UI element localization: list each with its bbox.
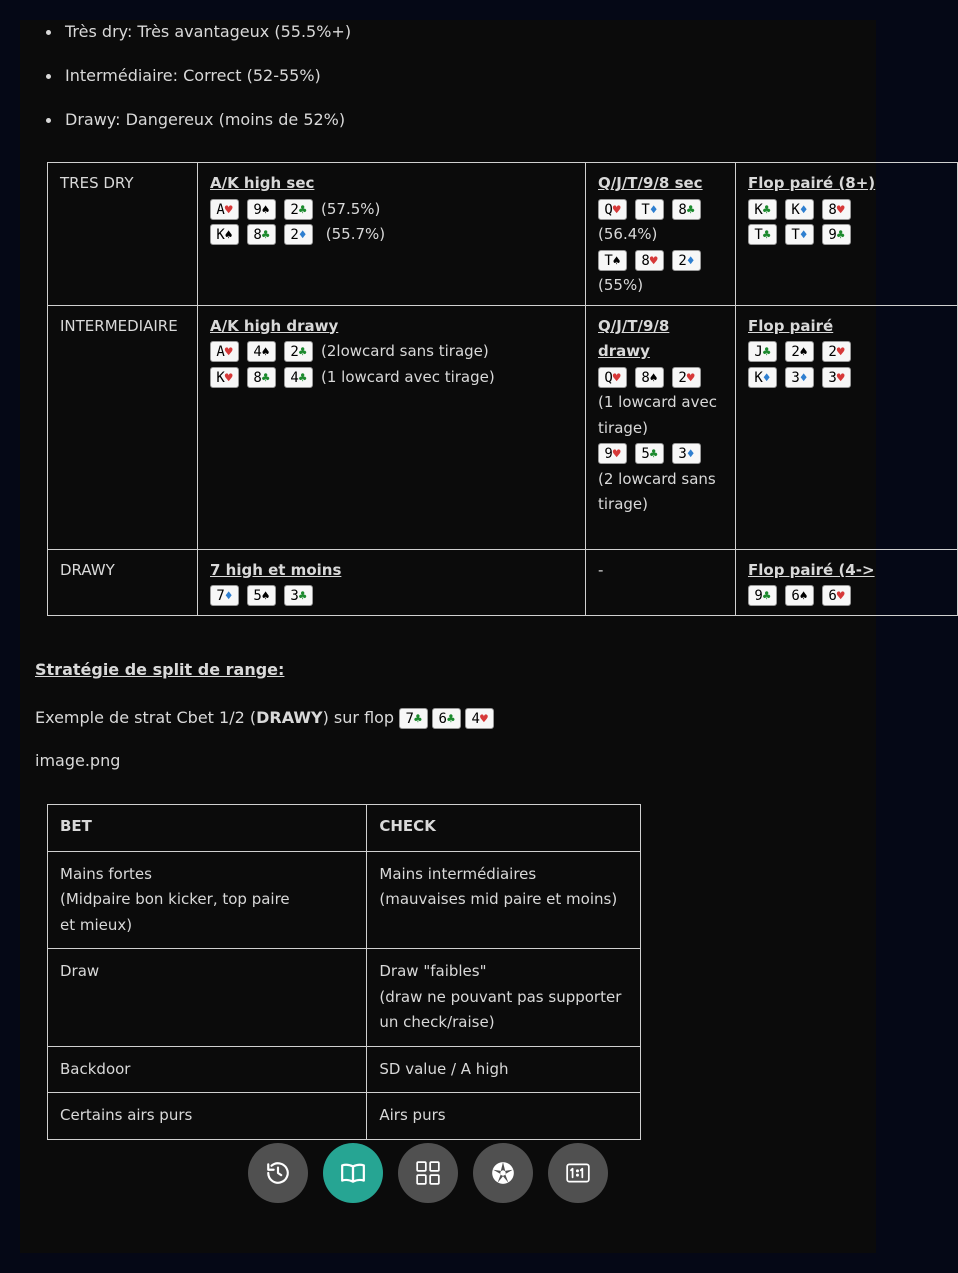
board-note: (1 lowcard avec tirage): [598, 393, 717, 437]
card-suit-icon: ♦: [224, 589, 233, 604]
card-rank: T: [791, 227, 800, 243]
card-group: [748, 200, 859, 218]
cell-line: (draw ne pouvant pas supporter: [379, 987, 622, 1006]
board-example: [210, 222, 573, 248]
playing-card: [748, 585, 777, 606]
playing-card: [635, 443, 664, 464]
card-suit-icon: ♥: [224, 370, 233, 386]
example-emphasis: DRAWY: [256, 708, 323, 727]
playing-card: [284, 367, 313, 388]
card-suit-icon: ♣: [446, 712, 455, 727]
card-suit-icon: ♣: [298, 370, 307, 386]
card-rank: 2: [828, 344, 837, 360]
card-suit-icon: ♥: [224, 345, 233, 360]
board-note: (55%): [598, 276, 644, 294]
grid-view-button[interactable]: [398, 1143, 458, 1203]
example-suffix: ) sur flop: [322, 708, 400, 727]
column-header-check: CHECK: [367, 805, 641, 852]
document-panel: [20, 20, 876, 1253]
bet-cell: [48, 1046, 367, 1093]
playing-card: [635, 250, 664, 271]
card-suit-icon: ♣: [762, 202, 771, 218]
card-suit-icon: ♥: [479, 712, 488, 727]
card-rank: K: [791, 201, 800, 218]
card-suit-icon: ♥: [612, 202, 621, 218]
card-rank: 8: [253, 227, 262, 243]
card-suit-icon: ♦: [686, 447, 695, 462]
card-suit-icon: ♥: [612, 370, 621, 386]
playing-card: [822, 199, 851, 220]
card-suit-icon: ♥: [612, 447, 621, 462]
card-suit-icon: ♠: [649, 370, 658, 386]
playing-card: [210, 341, 239, 362]
card-group: [748, 586, 859, 604]
table-row: [48, 163, 958, 306]
board-example: [210, 583, 573, 609]
card-suit-icon: ♣: [686, 202, 695, 218]
card-suit-icon: ♥: [649, 253, 658, 269]
card-suit-icon: ♦: [762, 370, 771, 386]
card-rank: 9: [604, 446, 613, 462]
table-row: [48, 1046, 641, 1093]
table-row: [48, 1093, 641, 1140]
card-rank: 8: [828, 201, 837, 218]
section-heading: Stratégie de split de range:: [35, 660, 285, 679]
grid-icon: [415, 1160, 441, 1186]
card-group: [748, 368, 859, 386]
card-rank: 2: [290, 227, 299, 243]
card-rank: 3: [290, 588, 299, 604]
board-example: [598, 248, 723, 299]
card-group: [748, 225, 859, 243]
card-rank: 4: [290, 369, 299, 386]
playing-card: [598, 443, 627, 464]
board-texture-table: [47, 162, 958, 616]
board-note: (57.5%): [321, 199, 381, 218]
card-suit-icon: ♦: [799, 228, 808, 243]
cell-line: (mauvaises mid paire et moins): [379, 890, 618, 908]
check-cell: [367, 949, 641, 1047]
image-placeholder: image.png: [35, 751, 121, 770]
cell-line: Mains fortes: [60, 864, 152, 883]
check-cell: [367, 851, 641, 949]
playing-card: [785, 199, 814, 220]
card-rank: 2: [678, 369, 687, 386]
playing-card: [210, 199, 239, 220]
playing-card: [247, 367, 276, 388]
board-label: Q/J/T/9/8 drawy: [598, 316, 670, 360]
playing-card: [635, 367, 664, 388]
card-group: [210, 200, 321, 218]
example-line: [35, 705, 498, 731]
playing-card: [284, 224, 313, 245]
playing-card: [635, 199, 664, 220]
card-suit-icon: ♠: [261, 589, 270, 604]
card-rank: Q: [604, 201, 613, 218]
card-rank: 2: [678, 252, 687, 269]
card-rank: K: [216, 227, 225, 243]
cell-line: SD value / A high: [379, 1059, 509, 1078]
card-rank: 4: [471, 711, 480, 727]
board-category: TRES DRY: [48, 163, 198, 306]
board-note: (56.4%): [598, 225, 658, 243]
card-rank: 8: [641, 369, 650, 386]
board-label: A/K high drawy: [210, 316, 339, 335]
card-suit-icon: ♣: [413, 712, 422, 727]
card-rank: 6: [828, 588, 837, 604]
board-label: Flop pairé (8+): [748, 174, 876, 192]
playing-card: [247, 199, 276, 220]
card-rank: K: [216, 369, 225, 386]
board-cell: [736, 163, 958, 306]
playing-card: [465, 708, 494, 729]
board-label: A/K high sec: [210, 174, 315, 192]
browser-icon: [490, 1160, 516, 1186]
history-icon: [265, 1160, 291, 1186]
board-cell: [198, 305, 586, 549]
card-suit-icon: ♣: [762, 589, 771, 604]
playing-card: [247, 585, 276, 606]
playing-card: [672, 199, 701, 220]
card-rank: 9: [828, 227, 837, 243]
board-example: [210, 365, 573, 391]
board-label: Flop pairé (4->: [748, 560, 875, 579]
bottom-toolbar: [248, 1143, 608, 1203]
card-rank: 2: [791, 344, 800, 360]
list-item: Très dry: Très avantageux (55.5%+): [65, 22, 352, 41]
card-rank: T: [604, 252, 613, 269]
card-group: [748, 342, 859, 360]
card-rank: 3: [678, 446, 687, 462]
playing-card: [785, 585, 814, 606]
card-rank: 2: [290, 344, 299, 360]
playing-card: [598, 250, 627, 271]
card-suit-icon: ♥: [836, 345, 845, 360]
check-cell: [367, 1093, 641, 1140]
playing-card: [432, 708, 461, 729]
playing-card: [785, 224, 814, 245]
card-suit-icon: ♠: [799, 589, 808, 604]
playing-card: [210, 224, 239, 245]
table-row: [48, 549, 958, 615]
card-suit-icon: ♣: [762, 345, 771, 360]
ratio-1-1-icon: [565, 1160, 591, 1186]
card-group: [598, 251, 709, 269]
card-suit-icon: ♠: [261, 202, 270, 218]
card-suit-icon: ♣: [649, 447, 658, 462]
card-suit-icon: ♣: [298, 345, 307, 360]
table-row: [48, 949, 641, 1047]
board-note: (2 lowcard sans tirage): [598, 469, 716, 513]
card-rank: 8: [253, 369, 262, 386]
playing-card: [785, 341, 814, 362]
card-suit-icon: ♥: [836, 370, 845, 386]
empty-cell-text: -: [598, 560, 604, 579]
card-rank: 6: [791, 588, 800, 604]
cell-line: Certains airs purs: [60, 1106, 193, 1124]
playing-card: [247, 341, 276, 362]
card-suit-icon: ♥: [836, 589, 845, 604]
book-icon: [340, 1160, 366, 1186]
playing-card: [822, 341, 851, 362]
playing-card: [785, 367, 814, 388]
card-suit-icon: ♣: [261, 370, 270, 386]
card-group: [210, 342, 321, 360]
board-label: Q/J/T/9/8 sec: [598, 174, 703, 192]
bet-cell: [48, 851, 367, 949]
board-cell: [586, 163, 736, 306]
card-suit-icon: ♣: [298, 202, 307, 218]
card-rank: 2: [290, 201, 299, 218]
board-example: [748, 222, 945, 248]
cell-line: Draw: [60, 962, 100, 980]
board-label: Flop pairé: [748, 316, 834, 335]
board-example: [598, 441, 723, 518]
card-suit-icon: ♦: [298, 228, 307, 243]
browser-button[interactable]: [473, 1143, 533, 1203]
playing-card: [284, 585, 313, 606]
list-item: Intermédiaire: Correct (52-55%): [65, 66, 321, 85]
card-suit-icon: ♠: [261, 345, 270, 360]
cell-line: Airs purs: [379, 1106, 446, 1124]
board-example: [748, 365, 945, 391]
card-rank: 9: [754, 588, 763, 604]
board-category: INTERMEDIAIRE: [48, 305, 198, 549]
playing-card: [822, 585, 851, 606]
card-rank: K: [754, 369, 763, 386]
board-cell: [586, 549, 736, 615]
card-suit-icon: ♣: [298, 589, 307, 604]
board-note: (55.7%): [321, 225, 386, 243]
board-example: [210, 339, 573, 365]
playing-card: [399, 708, 428, 729]
card-suit-icon: ♥: [224, 202, 233, 218]
board-label: 7 high et moins: [210, 560, 342, 579]
table-row: [48, 851, 641, 949]
card-rank: 5: [641, 446, 650, 462]
board-example: [210, 197, 573, 223]
card-suit-icon: ♠: [224, 228, 233, 243]
card-rank: 4: [253, 344, 262, 360]
playing-card: [748, 224, 777, 245]
card-suit-icon: ♦: [799, 202, 808, 218]
board-example: [598, 197, 723, 248]
card-rank: 7: [405, 711, 414, 727]
card-rank: A: [216, 201, 225, 218]
card-suit-icon: ♠: [799, 345, 808, 360]
card-rank: T: [754, 227, 763, 243]
card-rank: 9: [253, 201, 262, 218]
list-item: Drawy: Dangereux (moins de 52%): [65, 110, 346, 129]
playing-card: [748, 367, 777, 388]
card-rank: 8: [678, 201, 687, 218]
card-rank: A: [216, 344, 225, 360]
board-cell: [736, 549, 958, 615]
card-suit-icon: ♦: [649, 202, 658, 218]
cell-line: Draw "faibles": [379, 962, 487, 980]
card-group: [598, 368, 709, 386]
playing-card: [247, 224, 276, 245]
board-cell: [586, 305, 736, 549]
card-rank: 5: [253, 588, 262, 604]
cell-line: (Midpaire bon kicker, top paire: [60, 890, 290, 908]
card-group: [210, 368, 321, 386]
card-suit-icon: ♣: [836, 228, 845, 243]
card-group: [598, 444, 709, 462]
strategy-table: [47, 804, 641, 1140]
playing-card: [822, 224, 851, 245]
bet-cell: [48, 1093, 367, 1140]
history-button[interactable]: [248, 1143, 308, 1203]
board-example: [598, 365, 723, 442]
board-note: (2lowcard sans tirage): [321, 342, 489, 360]
board-cell: [198, 549, 586, 615]
card-group: [210, 586, 321, 604]
board-cell: [736, 305, 958, 549]
read-mode-button[interactable]: [323, 1143, 383, 1203]
board-note: (1 lowcard avec tirage): [321, 367, 495, 386]
card-suit-icon: ♥: [686, 370, 695, 386]
card-rank: J: [754, 344, 763, 360]
board-example: [748, 339, 945, 365]
check-cell: [367, 1046, 641, 1093]
playing-card: [748, 341, 777, 362]
board-example: [748, 197, 945, 223]
cell-line: Backdoor: [60, 1059, 131, 1078]
board-table-scroll[interactable]: [47, 162, 876, 614]
card-suit-icon: ♠: [612, 253, 621, 269]
table-row: [48, 305, 958, 549]
card-rank: 3: [828, 369, 837, 386]
card-suit-icon: ♣: [762, 228, 771, 243]
board-cell: [198, 163, 586, 306]
playing-card: [210, 367, 239, 388]
cell-line: et mieux): [60, 915, 133, 934]
actual-size-button[interactable]: [548, 1143, 608, 1203]
card-group: [210, 225, 321, 243]
card-rank: K: [754, 201, 763, 218]
playing-card: [672, 250, 701, 271]
card-suit-icon: ♦: [799, 370, 808, 386]
playing-card: [672, 367, 701, 388]
example-prefix: Exemple de strat Cbet 1/2 (: [35, 708, 257, 727]
card-rank: 6: [438, 711, 447, 727]
playing-card: [748, 199, 777, 220]
card-rank: 8: [641, 252, 650, 269]
card-rank: T: [641, 201, 650, 218]
board-category: DRAWY: [48, 549, 198, 615]
playing-card: [672, 443, 701, 464]
playing-card: [598, 367, 627, 388]
example-flop: [399, 708, 498, 727]
cell-line: Mains intermédiaires: [379, 864, 537, 883]
playing-card: [822, 367, 851, 388]
playing-card: [284, 341, 313, 362]
bet-cell: [48, 949, 367, 1047]
card-rank: 3: [791, 369, 800, 386]
card-suit-icon: ♦: [686, 253, 695, 269]
playing-card: [598, 199, 627, 220]
card-group: [598, 200, 709, 218]
card-suit-icon: ♣: [261, 228, 270, 243]
column-header-bet: BET: [48, 805, 367, 852]
playing-card: [210, 585, 239, 606]
board-example: [748, 583, 945, 609]
card-rank: Q: [604, 369, 613, 386]
card-rank: 7: [216, 588, 225, 604]
card-suit-icon: ♥: [836, 202, 845, 218]
playing-card: [284, 199, 313, 220]
cell-line: un check/raise): [379, 1013, 495, 1031]
